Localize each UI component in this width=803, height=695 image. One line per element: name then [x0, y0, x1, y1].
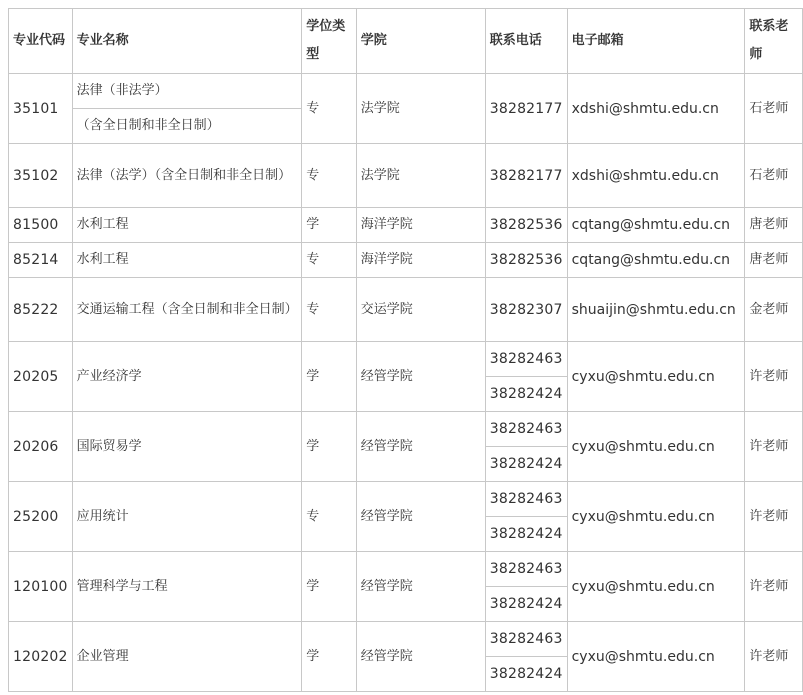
code-cell: 25200: [9, 482, 73, 552]
table-row: [9, 482, 803, 517]
phone-cell: 38282424: [485, 517, 567, 552]
teacher-cell: 金老师: [745, 278, 803, 342]
code-cell: 120202: [9, 622, 73, 692]
phone-cell: 38282536: [485, 208, 567, 243]
email-cell: cyxu@shmtu.edu.cn: [567, 342, 745, 412]
code-cell: 81500: [9, 208, 73, 243]
table-row: [9, 144, 803, 208]
table-row: [9, 208, 803, 243]
programs-table: [8, 8, 803, 692]
name-cell: 应用统计: [72, 482, 302, 552]
code-cell: 20206: [9, 412, 73, 482]
table-row: [9, 278, 803, 342]
teacher-cell: 许老师: [745, 482, 803, 552]
email-cell: cyxu@shmtu.edu.cn: [567, 552, 745, 622]
phone-cell: 38282463: [485, 622, 567, 657]
degree-cell: 学: [302, 622, 357, 692]
teacher-cell: 唐老师: [745, 208, 803, 243]
name-cell: 交通运输工程（含全日制和非全日制）: [72, 278, 302, 342]
teacher-cell: 许老师: [745, 622, 803, 692]
phone-cell: 38282424: [485, 587, 567, 622]
teacher-cell: 唐老师: [745, 243, 803, 278]
header-row: [9, 9, 803, 74]
phone-cell: 38282424: [485, 377, 567, 412]
college-cell: 海洋学院: [356, 243, 485, 278]
phone-cell: 38282536: [485, 243, 567, 278]
college-cell: 经管学院: [356, 552, 485, 622]
code-cell: 35101: [9, 74, 73, 144]
teacher-cell: 许老师: [745, 342, 803, 412]
email-cell: cqtang@shmtu.edu.cn: [567, 243, 745, 278]
degree-cell: 专: [302, 278, 357, 342]
teacher-cell: 许老师: [745, 552, 803, 622]
header-phone: 联系电话: [485, 9, 567, 74]
email-cell: cqtang@shmtu.edu.cn: [567, 208, 745, 243]
name-cell: 产业经济学: [72, 342, 302, 412]
phone-cell: 38282463: [485, 342, 567, 377]
college-cell: 经管学院: [356, 412, 485, 482]
code-cell: 85222: [9, 278, 73, 342]
name-cell: 法律（法学）（含全日制和非全日制）: [72, 144, 302, 208]
email-cell: xdshi@shmtu.edu.cn: [567, 144, 745, 208]
header-name: 专业名称: [72, 9, 302, 74]
teacher-cell: 石老师: [745, 144, 803, 208]
code-cell: 85214: [9, 243, 73, 278]
phone-cell: 38282424: [485, 447, 567, 482]
degree-cell: 专: [302, 144, 357, 208]
college-cell: 法学院: [356, 144, 485, 208]
table-row: [9, 622, 803, 657]
email-cell: shuaijin@shmtu.edu.cn: [567, 278, 745, 342]
name-cell: 水利工程: [72, 208, 302, 243]
code-cell: 120100: [9, 552, 73, 622]
name-cell: 国际贸易学: [72, 412, 302, 482]
degree-cell: 学: [302, 342, 357, 412]
header-email: 电子邮箱: [567, 9, 745, 74]
college-cell: 经管学院: [356, 622, 485, 692]
degree-cell: 专: [302, 243, 357, 278]
name-cell: （含全日制和非全日制）: [72, 109, 302, 144]
college-cell: 经管学院: [356, 482, 485, 552]
header-college: 学院: [356, 9, 485, 74]
phone-cell: 38282177: [485, 144, 567, 208]
table-row: [9, 412, 803, 447]
table-row: [9, 552, 803, 587]
code-cell: 20205: [9, 342, 73, 412]
college-cell: 经管学院: [356, 342, 485, 412]
college-cell: 法学院: [356, 74, 485, 144]
phone-cell: 38282307: [485, 278, 567, 342]
degree-cell: 专: [302, 74, 357, 144]
email-cell: xdshi@shmtu.edu.cn: [567, 74, 745, 144]
header-teacher: 联系老师: [745, 9, 803, 74]
phone-cell: 38282463: [485, 482, 567, 517]
phone-cell: 38282177: [485, 74, 567, 144]
name-cell: 法律（非法学）: [72, 74, 302, 109]
college-cell: 交运学院: [356, 278, 485, 342]
teacher-cell: 许老师: [745, 412, 803, 482]
college-cell: 海洋学院: [356, 208, 485, 243]
degree-cell: 专: [302, 482, 357, 552]
table-row: [9, 342, 803, 377]
degree-cell: 学: [302, 412, 357, 482]
email-cell: cyxu@shmtu.edu.cn: [567, 622, 745, 692]
name-cell: 水利工程: [72, 243, 302, 278]
phone-cell: 38282424: [485, 657, 567, 692]
header-degree: 学位类型: [302, 9, 357, 74]
phone-cell: 38282463: [485, 552, 567, 587]
name-cell: 管理科学与工程: [72, 552, 302, 622]
table-row: [9, 74, 803, 109]
name-cell: 企业管理: [72, 622, 302, 692]
email-cell: cyxu@shmtu.edu.cn: [567, 412, 745, 482]
degree-cell: 学: [302, 552, 357, 622]
degree-cell: 学: [302, 208, 357, 243]
email-cell: cyxu@shmtu.edu.cn: [567, 482, 745, 552]
teacher-cell: 石老师: [745, 74, 803, 144]
phone-cell: 38282463: [485, 412, 567, 447]
code-cell: 35102: [9, 144, 73, 208]
table-row: [9, 243, 803, 278]
header-code: 专业代码: [9, 9, 73, 74]
